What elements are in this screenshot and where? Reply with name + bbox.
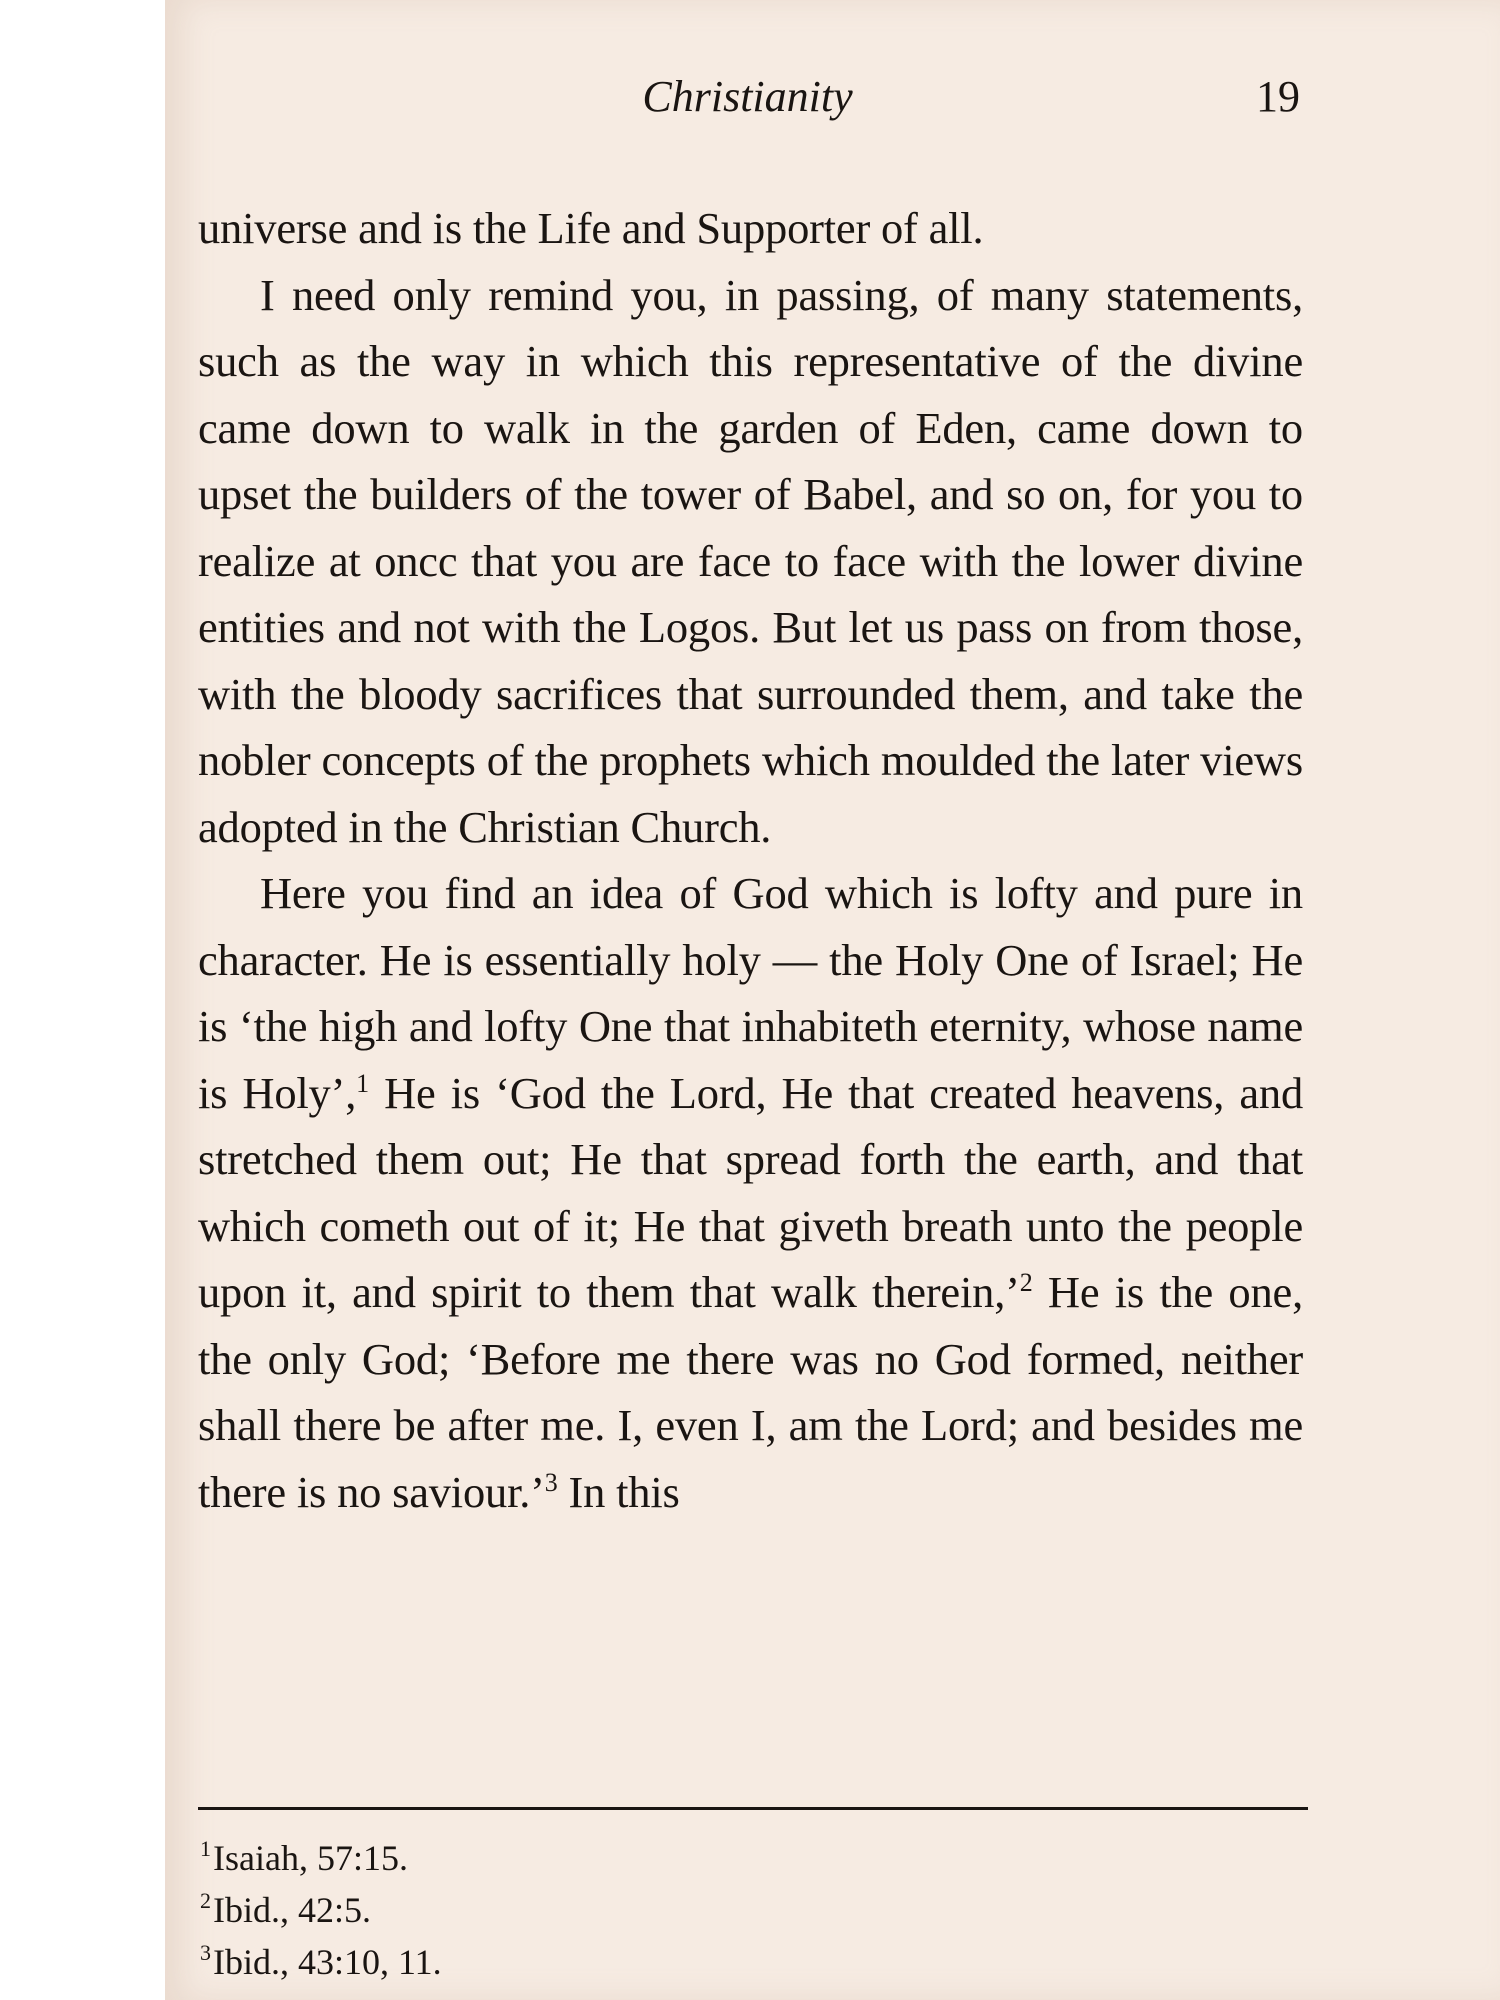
text-segment: He is ‘God the Lord, He that created heavens, and stretched them out; He that spread forth the earth, and that which cometh out of it; He that giveth breath unto the people upon it, and spirit to them that walk therein,’ — [198, 1067, 1303, 1317]
text-segment: Here you find an idea of God which is lofty and pure in character. He is essentially holy — the Holy One of Israel; He is ‘the high and lofty One that inhabiteth eternity, whose name is Holy’, — [198, 868, 1303, 1118]
footnote-reference-1: 1 — [356, 1068, 369, 1098]
text-segment: He is the one, the only God; ‘Before me there was no God formed, neither shall there be after me. I, even I, am the Lord; and besides me there is no saviour.’ — [198, 1267, 1303, 1517]
footnote-2 — [200, 1884, 1300, 1936]
footnote-mark: 1 — [200, 1836, 211, 1861]
paragraph-statements: I need only remind you, in passing, of many statements, such as the way in which this representative of the divine came down to walk in the garden of Eden, came down to upset the builders of the tower of Babel, and so on, for you to realize at oncc that you are face to face with the lower divine entities and not with the Logos. But let us pass on from those, with the bloody sacrifices that surrounded them, and take the nobler concepts of the prophets which moulded the later views adopted in the Christian Church. — [198, 269, 1303, 852]
page-header — [195, 62, 1300, 132]
paragraph-idea-of-god — [198, 860, 1303, 1525]
paragraph-continuation: universe and is the Life and Supporter of all. — [198, 203, 984, 253]
main-text — [198, 195, 1303, 1525]
footnote-reference-2: 2 — [1019, 1268, 1033, 1297]
footnotes — [200, 1832, 1300, 1988]
footnote-text: Ibid., 42:5. — [213, 1890, 371, 1930]
footnote-divider — [198, 1807, 1308, 1810]
footnote-1 — [200, 1832, 1300, 1884]
footnote-3 — [200, 1936, 1300, 1988]
footnote-mark: 3 — [200, 1940, 211, 1965]
text-segment: In this — [557, 1466, 680, 1517]
footnote-text: Ibid., 43:10, 11. — [213, 1942, 442, 1982]
footnote-mark: 2 — [200, 1888, 211, 1913]
running-title: Christianity — [642, 72, 853, 121]
footnote-reference-3: 3 — [544, 1467, 558, 1497]
footnote-text: Isaiah, 57:15. — [213, 1838, 408, 1878]
page-number: 19 — [1256, 72, 1300, 121]
